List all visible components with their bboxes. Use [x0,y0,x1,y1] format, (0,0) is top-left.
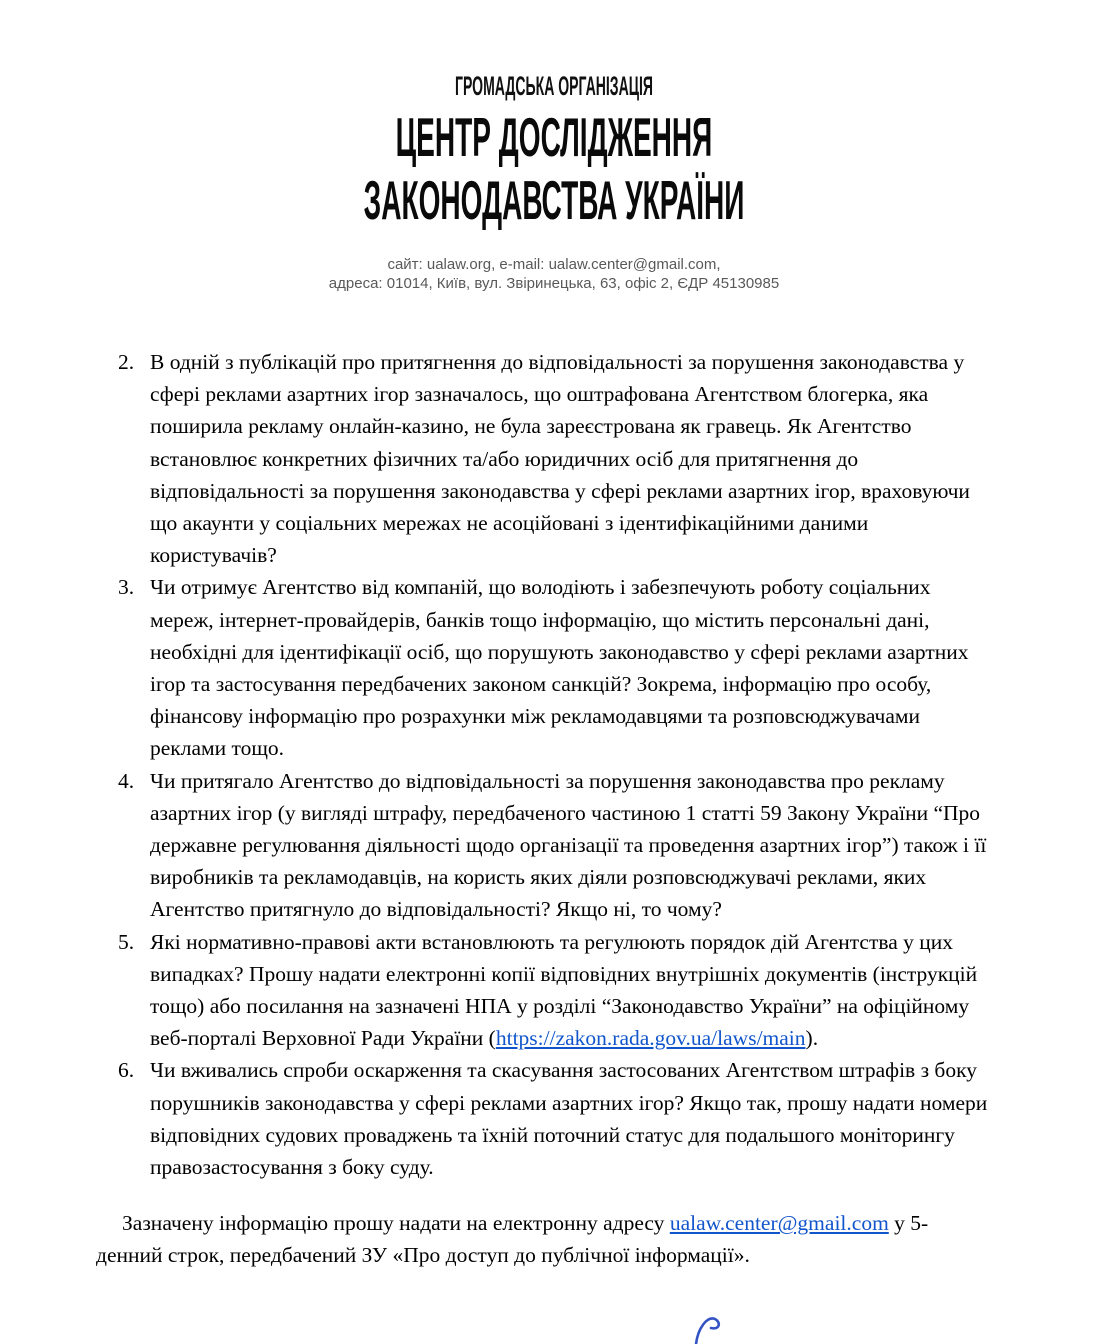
letterhead [0,0,1108,293]
question-item-3 [118,571,1108,764]
question-number: 6. [118,1058,135,1083]
question-text-before-link: Які нормативно-правові акти встановлюють та регулюють порядок дій Агентства у цих випадках? Прошу надати електронні копії відповідних внутрішніх документів (інструкцій тощо) або посилання на зазначені НПА у розділі “Законодавство України” на офіційному веб-порталі Верховної Ради України ( [150,929,978,1051]
closing-text-after-link: у 5-денний строк, передбачений ЗУ «Про доступ до публічної інформації». [96,1211,929,1268]
question-text: Чи вживались спроби оскарження та скасування застосованих Агентством штрафів з боку порушників законодавства у сфері реклами азартних ігор? Якщо так, прошу надати номери відповідних судових проваджень та їхній поточний статус для подальшого моніторингу правозастосування з боку суду. [150,1058,988,1180]
letterhead-contact [0,256,1108,293]
question-number: 5. [118,929,135,954]
org-title-line-2: ЗАКОНОДАВСТВА УКРАЇНИ [363,169,745,231]
question-text: Чи притягало Агентство до відповідальності за порушення законодавства про рекламу азартних ігор (у вигляді штрафу, передбаченого частиною 1 статті 59 Закону України “Про державне регулювання діяльності щодо організації та проведення азартних ігор”) також і її виробників та рекламодавців, на користь яких діяли розповсюджувачі реклами, яких Агентство притягнуло до відповідальності? Якщо ні, то чому? [150,768,987,922]
contact-line-site-email: сайт: ualaw.org, e-mail: ualaw.center@gmail.com, [387,256,721,273]
question-text: Чи отримує Агентство від компаній, що володіють і забезпечують роботу соціальних мереж, інтернет-провайдерів, банків тощо інформацію, що містить персональні дані, необхідні для ідентифікації осіб, що порушують законодавство у сфері реклами азартних ігор та застосування передбачених законом санкцій? Зокрема, інформацію про особу, фінансову інформацію про розрахунки між рекламодавцями та розповсюджувачами реклами тощо. [150,575,969,761]
org-title-line-1: ЦЕНТР ДОСЛІДЖЕННЯ [395,106,713,168]
org-type-label: ГРОМАДСЬКА ОРГАНІЗАЦІЯ [455,71,653,101]
question-item-6 [118,1054,1108,1183]
question-text [150,926,988,1055]
question-number: 3. [118,575,135,600]
closing-text-before-link: Зазначену інформацію прошу надати на електронну адресу [122,1211,670,1236]
email-link[interactable]: ualaw.center@gmail.com [669,1211,889,1236]
question-item-5 [118,926,1108,1055]
signature-stroke [690,1314,738,1344]
closing-paragraph [96,1207,990,1271]
question-list [118,346,1108,1183]
question-item-2 [118,346,1108,571]
question-text: В одній з публікацій про притягнення до відповідальності за порушення законодавства у сфері реклами азартних ігор зазначалось, що оштрафована Агентством блогерка, яка поширила рекламу онлайн-казино, не була зареєстрована як гравець. Як Агентство встановлює конкретних фізичних та/або юридичних осіб для притягнення до відповідальності за порушення законодавства у сфері реклами азартних ігор, враховуючи що акаунти у соціальних мережах не асоційовані з ідентифікаційними даними користувачів? [150,350,970,568]
question-item-4 [118,765,1108,926]
org-title [0,106,1108,232]
question-text-after-link: ). [805,1026,819,1051]
zakon-rada-link[interactable]: https://zakon.rada.gov.ua/laws/main [495,1026,806,1051]
contact-line-address: адреса: 01014, Київ, вул. Звіринецька, 63, офіс 2, ЄДР 45130985 [328,274,780,292]
question-number: 4. [118,768,135,793]
question-number: 2. [118,350,135,374]
